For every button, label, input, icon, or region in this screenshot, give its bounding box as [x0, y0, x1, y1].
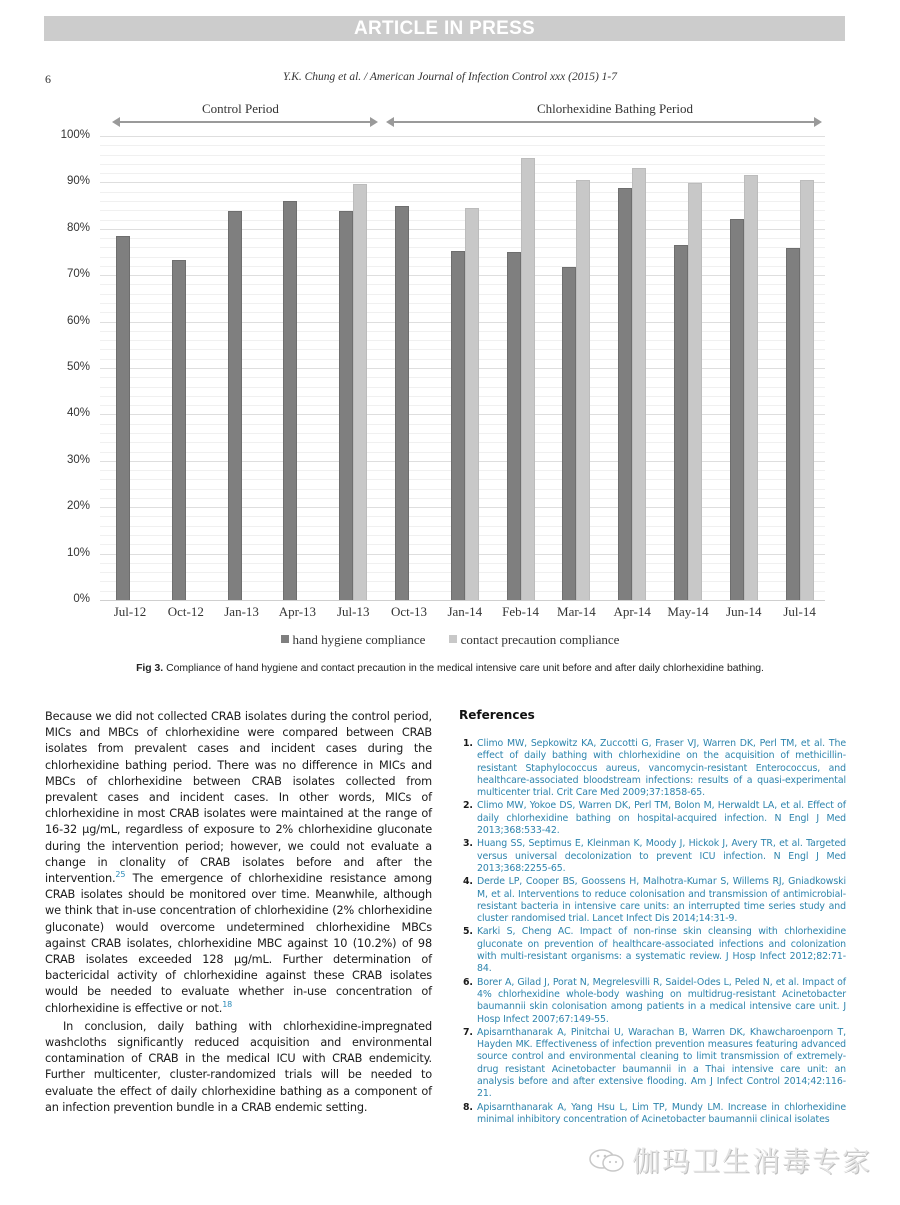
wechat-icon	[588, 1147, 626, 1175]
reference-link[interactable]: Apisarnthanarak A, Pinitchai U, Warachan B, Warren DK, Khawcharoenporn T, Hayden MK. Effectiveness of infection prevention measures featuring advanced source control and environmental cleaning to limit transmission of extremely-drug resistant Acinetobacter baumannii in a Thai intensive care unit: an analysis before and after extensive flooding. Am J Infect Control 2014;42:116-21.	[477, 1026, 846, 1100]
y-axis-tick-label: 80%	[66, 221, 90, 234]
x-axis-tick-label: Jun-14	[726, 604, 762, 619]
paragraph-text: Because we did not collected CRAB isolates during the control period, MICs and MBCs of chlorhexidine were compared between CRAB isolates from prevalent cases and incident cases during the chlorhexidine bathing period. There was no difference in MICs and MBCs of chlorhexidine between CRAB isolates collected from prevalent cases and incident cases. In other words, MICs of chlorhexidine in most CRAB isolates were maintained at the range of 16-32 µg/mL, regardless of exposure to 2% chlorhexidine gluconate during the intervention period; however, we could not evaluate a change in clonality of CRAB isolates before and after the intervention.	[45, 710, 432, 886]
bar-hand-hygiene	[228, 211, 242, 600]
legend-swatch-dark	[281, 635, 289, 643]
reference-link[interactable]: Climo MW, Yokoe DS, Warren DK, Perl TM, Bolon M, Herwaldt LA, et al. Effect of daily chlorhexidine bathing on hospital-acquired infection. N Engl J Med 2013;368:533-42.	[477, 800, 846, 837]
reference-link[interactable]: Borer A, Gilad J, Porat N, Megrelesvilli R, Saidel-Odes L, Peled N, et al. Impact of 4% chlorhexidine whole-body washing on multidrug-resistant Acinetobacter baumannii skin colonisation among patients in a medical intensive care unit. J Hosp Infect 2007;67:149-55.	[477, 976, 846, 1025]
bar-contact-precaution	[632, 168, 646, 600]
figure-caption	[0, 663, 900, 674]
bar-group	[546, 136, 602, 600]
references-section	[459, 708, 846, 1127]
body-text-column	[45, 709, 432, 1116]
bar-group	[770, 136, 826, 600]
bar-hand-hygiene	[507, 252, 521, 600]
citation-link[interactable]: 18	[222, 999, 233, 1009]
reference-number: 8.	[463, 1101, 473, 1113]
bar-group	[323, 136, 379, 600]
reference-link[interactable]: Karki S, Cheng AC. Impact of non-rinse skin cleansing with chlorhexidine gluconate on prevention of healthcare-associated infections and colonization with multi-resistant organisms: a systematic review. J Hosp Infect 2012;82:71-84.	[477, 926, 846, 975]
page-number: 6	[45, 72, 51, 86]
bar-group	[714, 136, 770, 600]
x-axis-tick-label: Apr-14	[613, 604, 651, 619]
bar-group	[491, 136, 547, 600]
bar-group	[602, 136, 658, 600]
reference-item	[459, 977, 846, 1026]
bathing-period-label: Chlorhexidine Bathing Period	[537, 101, 693, 116]
reference-number: 4.	[463, 876, 473, 888]
bar-hand-hygiene	[451, 251, 465, 600]
figure-3-chart	[0, 95, 900, 655]
reference-link[interactable]: Apisarnthanarak A, Yang Hsu L, Lim TP, Mundy LM. Increase in chlorhexidine minimal inhibitory concentration of Acinetobacter baumannii clinical isolates	[477, 1101, 846, 1125]
reference-item	[459, 838, 846, 875]
bar-group	[100, 136, 156, 600]
bar-contact-precaution	[576, 180, 590, 600]
x-axis-tick-label: Jul-14	[783, 604, 816, 619]
reference-item	[459, 800, 846, 837]
bar-group	[267, 136, 323, 600]
bar-group	[658, 136, 714, 600]
bar-contact-precaution	[744, 175, 758, 600]
citation-link[interactable]: 25	[115, 870, 126, 880]
x-axis-tick-label: Apr-13	[278, 604, 317, 619]
y-axis-tick-label: 90%	[66, 175, 90, 188]
bar-hand-hygiene	[172, 260, 186, 600]
x-axis-tick-label: Oct-13	[390, 604, 428, 619]
y-axis-tick-label: 20%	[66, 500, 90, 513]
reference-item	[459, 926, 846, 975]
bar-group	[435, 136, 491, 600]
body-paragraph-1	[45, 709, 432, 1017]
bar-contact-precaution	[465, 208, 479, 600]
y-axis-tick-label: 70%	[66, 268, 90, 281]
paragraph-text: The emergence of chlorhexidine resistance among CRAB isolates should be monitored over time. Meanwhile, although we think that in-use concentration of chlorhexidine (2% chlorhexidine gluconate) would overcome undetermined chlorhexidine MBCs against CRAB isolates, chlorhexidine MBC against 10 (10.2%) of 98 CRAB isolates exceeded 128 µg/mL. Further determination of bactericidal activity of chlorhexidine against these CRAB isolates would be needed to evaluate whether in-use concentration of chlorhexidine is effective or not.	[45, 872, 432, 1015]
reference-item	[459, 1027, 846, 1101]
legend-label: hand hygiene compliance	[292, 632, 426, 647]
x-axis-tick-label: Oct-12	[167, 604, 204, 619]
control-period-arrow	[114, 121, 376, 123]
y-axis-tick-label: 10%	[66, 546, 90, 559]
y-axis-tick-label: 30%	[66, 453, 90, 466]
x-axis-tick-label: Jan-13	[224, 604, 259, 619]
bar-group	[379, 136, 435, 600]
reference-number: 7.	[463, 1026, 473, 1038]
x-axis-tick-label: Jan-14	[447, 604, 483, 619]
reference-item	[459, 738, 846, 799]
reference-link[interactable]: Climo MW, Sepkowitz KA, Zuccotti G, Fraser VJ, Warren DK, Perl TM, et al. The effect of daily bathing with chlorhexidine on the acquisition of methicillin-resistant Staphylococcus aureus, vancomycin-resistant Enterococcus, and healthcare-associated bloodstream infections: results of a quasi-experimental multicenter trial. Crit Care Med 2009;37:1858-65.	[477, 738, 846, 799]
bar-hand-hygiene	[116, 236, 130, 600]
plot-area	[60, 129, 825, 619]
reference-number: 6.	[463, 976, 473, 988]
x-axis-tick-label: Jul-12	[113, 604, 147, 619]
reference-number: 1.	[463, 738, 473, 749]
running-head: Y.K. Chung et al. / American Journal of Infection Control xxx (2015) 1-7	[283, 71, 617, 83]
bar-contact-precaution	[688, 183, 702, 600]
y-axis-tick-label: 60%	[66, 314, 90, 327]
bar-hand-hygiene	[283, 201, 297, 600]
bar-hand-hygiene	[730, 219, 744, 600]
bar-hand-hygiene	[395, 206, 409, 600]
reference-item	[459, 1102, 846, 1127]
bar-hand-hygiene	[562, 267, 576, 600]
reference-item	[459, 876, 846, 925]
reference-number: 5.	[463, 926, 473, 938]
y-axis-tick-label: 40%	[66, 407, 90, 420]
x-axis-tick-label: May-14	[667, 604, 709, 619]
legend-swatch-light	[449, 635, 457, 643]
references-heading: References	[459, 708, 535, 722]
control-period-label: Control Period	[202, 101, 279, 116]
legend-label: contact precaution compliance	[460, 632, 620, 647]
bar-hand-hygiene	[618, 188, 632, 600]
article-in-press-banner: ARTICLE IN PRESS	[44, 16, 845, 41]
x-axis-tick-label: Feb-14	[502, 604, 540, 619]
legend-item-hand-hygiene	[281, 632, 426, 648]
y-axis-tick-label: 0%	[73, 593, 90, 605]
gridline	[100, 600, 825, 601]
y-axis-tick-label: 100%	[60, 129, 90, 141]
x-axis-tick-label: Mar-14	[557, 604, 596, 619]
reference-link[interactable]: Derde LP, Cooper BS, Goossens H, Malhotra-Kumar S, Willems RJ, Gniadkowski M, et al. Interventions to reduce colonisation and transmission of antimicrobial-resistant bacteria in intensive care units: an interrupted time series study and cluster randomised trial. Lancet Infect Dis 2014;14:31-9.	[477, 876, 846, 925]
x-axis-tick-label: Jul-13	[336, 604, 370, 619]
bar-contact-precaution	[521, 158, 535, 600]
reference-number: 3.	[463, 838, 473, 850]
bar-contact-precaution	[353, 184, 367, 600]
bathing-period-arrow	[388, 121, 820, 123]
reference-number: 2.	[463, 800, 473, 812]
y-axis-tick-label: 50%	[66, 361, 90, 373]
bar-group	[212, 136, 268, 600]
caption-text: Compliance of hand hygiene and contact precaution in the medical intensive care unit before and after daily chlorhexidine bathing.	[166, 663, 764, 674]
reference-link[interactable]: Huang SS, Septimus E, Kleinman K, Moody J, Hickok J, Avery TR, et al. Targeted versus universal decolonization to prevent ICU infection. N Engl J Med 2013;368:2255-65.	[477, 838, 846, 874]
caption-label: Fig 3.	[136, 663, 164, 674]
body-paragraph-2: In conclusion, daily bathing with chlorhexidine-impregnated washcloths significantly reduced acquisition and environmental contamination of CRAB in the medical ICU with CRAB endemicity. Further multicenter, cluster-randomized trials will be needed to evaluate the effect of daily chlorhexidine bathing as a component of an infection prevention bundle in a CRAB endemic setting.	[45, 1019, 432, 1114]
bar-hand-hygiene	[339, 211, 353, 600]
bar-hand-hygiene	[674, 245, 688, 600]
bar-group	[156, 136, 212, 600]
bar-contact-precaution	[800, 180, 814, 600]
chart-legend	[0, 632, 900, 648]
bar-hand-hygiene	[786, 248, 800, 600]
legend-item-contact-precaution	[449, 632, 620, 648]
watermark	[588, 1140, 872, 1180]
reference-list	[459, 738, 846, 1126]
watermark-text: 伽玛卫生消毒专家	[632, 1145, 873, 1178]
